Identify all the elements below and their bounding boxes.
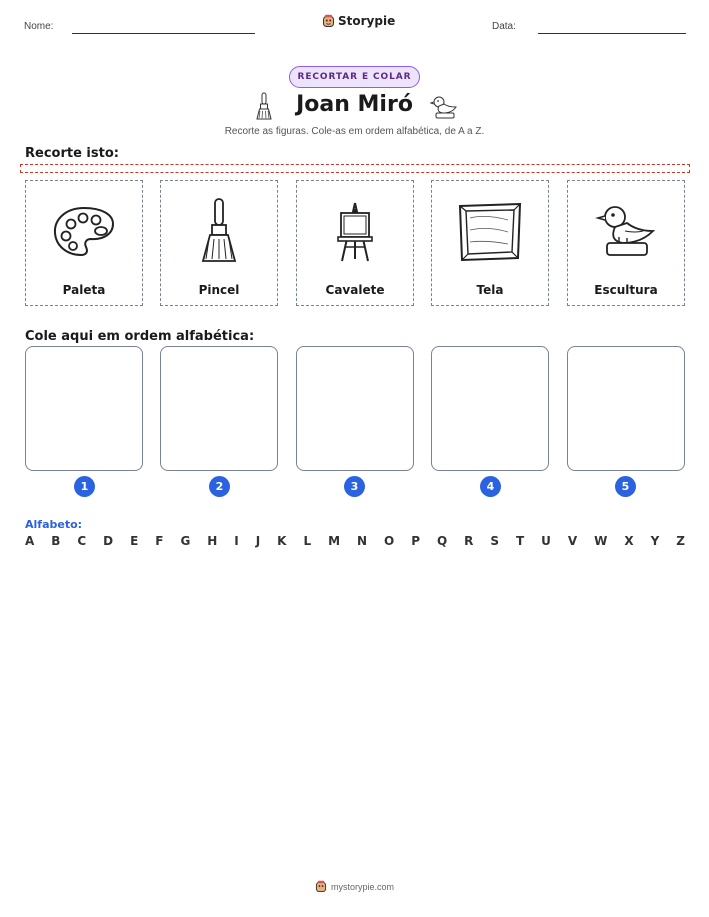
alphabet-title: Alfabeto: xyxy=(25,518,83,531)
slot-number-1: 1 xyxy=(74,476,95,497)
slot-number-3: 3 xyxy=(344,476,365,497)
palette-icon xyxy=(51,202,117,262)
name-label: Nome: xyxy=(24,21,54,32)
cut-line xyxy=(20,164,690,173)
activity-badge: RECORTAR E COLAR xyxy=(289,66,420,88)
alphabet-letter: D xyxy=(103,534,114,548)
alphabet-letter: S xyxy=(490,534,499,548)
storypie-mascot-icon xyxy=(322,14,335,28)
alphabet-letter: F xyxy=(155,534,164,548)
slot-number-5: 5 xyxy=(615,476,636,497)
paste-slot-1[interactable] xyxy=(25,346,143,471)
cut-card-pincel[interactable] xyxy=(160,180,278,306)
paste-slot-2[interactable] xyxy=(160,346,278,471)
alphabet-letter: O xyxy=(384,534,395,548)
alphabet-letter: P xyxy=(411,534,420,548)
card-label: Escultura xyxy=(594,283,658,297)
alphabet-letter: G xyxy=(180,534,191,548)
alphabet-letter: Q xyxy=(436,534,448,548)
alphabet-letter: C xyxy=(77,534,87,548)
instructions: Recorte as figuras. Cole-as em ordem alfabética, de A a Z. xyxy=(224,126,485,137)
alphabet-letter: E xyxy=(130,534,139,548)
date-label: Data: xyxy=(492,21,516,32)
alphabet-letter: I xyxy=(234,534,239,548)
alphabet-letter: R xyxy=(464,534,474,548)
alphabet-row xyxy=(25,534,685,548)
paste-slot-3[interactable] xyxy=(296,346,414,471)
alphabet-letter: M xyxy=(328,534,341,548)
card-label: Tela xyxy=(476,283,504,297)
brand-name: Storypie xyxy=(338,14,396,28)
easel-icon xyxy=(332,199,378,265)
alphabet-letter: J xyxy=(255,534,261,548)
canvas-icon xyxy=(456,200,524,264)
cut-card-cavalete[interactable] xyxy=(296,180,414,306)
slot-number-2: 2 xyxy=(209,476,230,497)
bird-sculpture-icon xyxy=(430,94,458,120)
bird-sculpture-icon xyxy=(595,201,657,263)
alphabet-letter: K xyxy=(277,534,287,548)
paste-slot-4[interactable] xyxy=(431,346,549,471)
alphabet-letter: U xyxy=(541,534,551,548)
slot-number-4: 4 xyxy=(480,476,501,497)
alphabet-letter: B xyxy=(51,534,61,548)
footer xyxy=(0,880,709,893)
paintbrush-icon xyxy=(197,197,241,267)
alphabet-letter: T xyxy=(515,534,525,548)
storypie-mascot-icon xyxy=(315,880,327,893)
cut-section-title: Recorte isto: xyxy=(25,146,119,161)
page-title: Joan Miró xyxy=(296,92,413,117)
cut-card-tela[interactable] xyxy=(431,180,549,306)
card-label: Pincel xyxy=(198,283,240,297)
alphabet-letter: A xyxy=(25,534,35,548)
card-label: Cavalete xyxy=(325,283,385,297)
name-line xyxy=(72,33,255,34)
paste-section-title: Cole aqui em ordem alfabética: xyxy=(25,329,255,344)
cut-card-escultura[interactable] xyxy=(567,180,685,306)
card-label: Paleta xyxy=(62,283,106,297)
worksheet-header xyxy=(0,14,709,38)
alphabet-letter: Z xyxy=(676,534,685,548)
storypie-logo xyxy=(322,14,395,28)
alphabet-letter: Y xyxy=(650,534,660,548)
alphabet-letter: N xyxy=(357,534,368,548)
alphabet-letter: L xyxy=(303,534,312,548)
alphabet-letter: X xyxy=(624,534,634,548)
alphabet-letter: V xyxy=(567,534,578,548)
date-line xyxy=(538,33,686,34)
footer-url[interactable]: mystorypie.com xyxy=(330,881,394,892)
alphabet-letter: H xyxy=(207,534,218,548)
cut-card-paleta[interactable] xyxy=(25,180,143,306)
alphabet-letter: W xyxy=(594,534,608,548)
title-row xyxy=(0,92,709,124)
paste-slot-5[interactable] xyxy=(567,346,685,471)
